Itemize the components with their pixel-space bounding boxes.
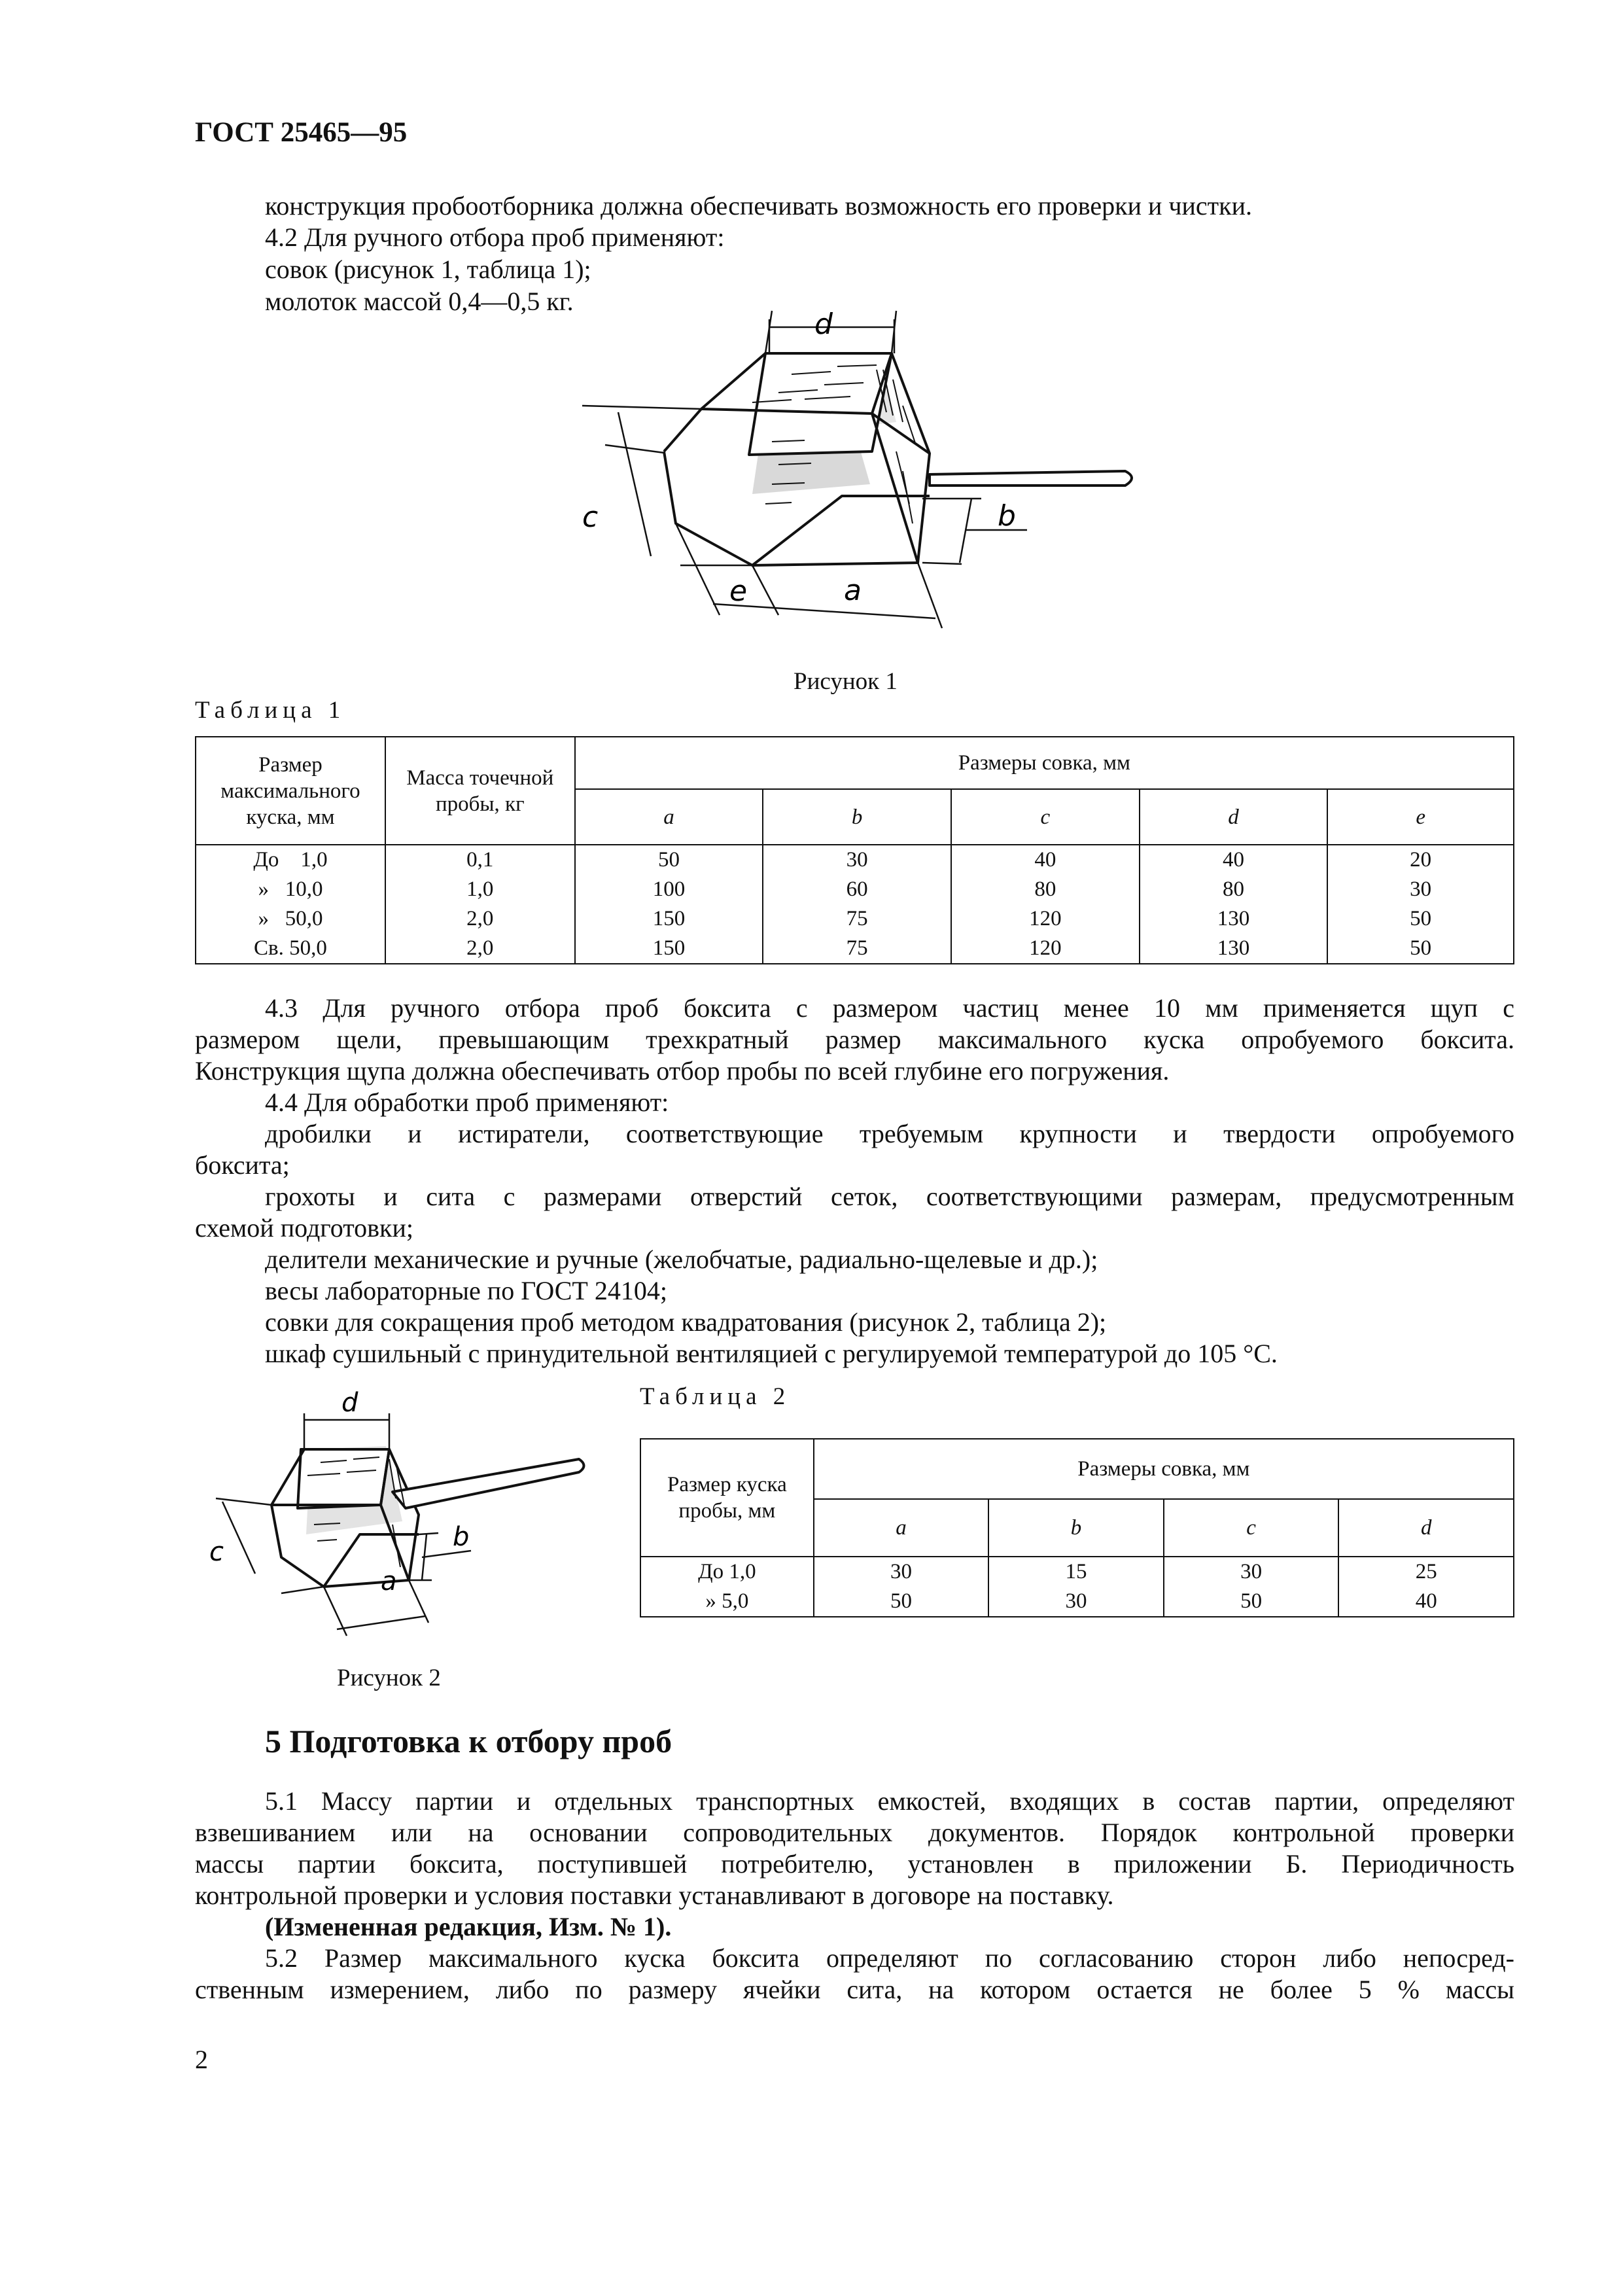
table-1-header-scoop-dims: Размеры совка, мм xyxy=(575,737,1514,789)
table-2-header-piece-size: Размер куска пробы, мм xyxy=(640,1439,814,1557)
text-line: Конструкция щупа должна обеспечивать отбор пробы по всей глубине его погружения. xyxy=(195,1056,1170,1086)
figure-2-caption: Рисунок 2 xyxy=(337,1665,441,1691)
table-1-subheader: e xyxy=(1327,789,1514,845)
fig1-label-c: c xyxy=(582,501,599,534)
table-1-header-mass: Масса точечной пробы, кг xyxy=(385,737,575,845)
table-2-title: Таблица 2 xyxy=(640,1383,791,1410)
table-cell: 120 xyxy=(951,934,1140,964)
table-cell: 15 xyxy=(988,1557,1164,1587)
table-cell: 25 xyxy=(1338,1557,1514,1587)
table-1 xyxy=(195,736,1514,964)
fig2-label-d: d xyxy=(341,1388,358,1418)
table-2-subheader: b xyxy=(988,1499,1164,1557)
text-line: совок (рисунок 1, таблица 1); xyxy=(265,255,591,284)
fig2-label-c: c xyxy=(209,1537,224,1567)
table-1-subheader: b xyxy=(763,789,951,845)
fig2-label-a: a xyxy=(381,1566,397,1597)
table-cell: 2,0 xyxy=(385,934,575,964)
table-cell: До 1,0 xyxy=(196,845,385,875)
text-line: схемой подготовки; xyxy=(195,1213,413,1243)
table-cell: 80 xyxy=(951,875,1140,904)
figure-2-scoop-drawing xyxy=(196,1377,602,1652)
table-cell: 40 xyxy=(1140,845,1328,875)
fig1-label-d: d xyxy=(814,308,833,341)
text-line: размером щели, превышающим трехкратный размер максимального куска опробуемого боксита. xyxy=(195,1025,1514,1054)
table-2 xyxy=(640,1438,1514,1617)
table-cell: 150 xyxy=(575,904,763,934)
table-cell: 80 xyxy=(1140,875,1328,904)
section-heading: 5 Подготовка к отбору проб xyxy=(265,1723,672,1759)
table-cell: 60 xyxy=(763,875,951,904)
text-line: шкаф сушильный с принудительной вентиляцией с регулируемой температурой до 105 °С. xyxy=(265,1339,1278,1368)
text-line: весы лабораторные по ГОСТ 24104; xyxy=(265,1276,667,1305)
table-cell: 30 xyxy=(988,1587,1164,1617)
text-line: 4.2 Для ручного отбора проб применяют: xyxy=(265,222,725,252)
fig1-label-b: b xyxy=(998,499,1016,533)
table-cell: » 5,0 xyxy=(640,1587,814,1617)
text-line: конструкция пробоотборника должна обеспечивать возможность его проверки и чистки. xyxy=(265,191,1253,221)
text-line: 5.2 Размер максимального куска боксита определяют по согласованию сторон либо непосред- xyxy=(265,1943,1514,1973)
text-line: боксита; xyxy=(195,1150,290,1180)
table-cell: 20 xyxy=(1327,845,1514,875)
table-cell: 1,0 xyxy=(385,875,575,904)
table-cell: 50 xyxy=(1164,1587,1339,1617)
text-line: массы партии боксита, поступившей потребителю, установлен в приложении Б. Периодичность xyxy=(195,1849,1514,1879)
text-line: контрольной проверки и условия поставки устанавливают в договоре на поставку. xyxy=(195,1881,1114,1910)
text-line: молоток массой 0,4—0,5 кг. xyxy=(265,287,574,316)
table-cell: 30 xyxy=(1327,875,1514,904)
table-2-header-scoop-dims: Размеры совка, мм xyxy=(814,1439,1514,1499)
table-row xyxy=(640,1557,1514,1587)
text-line: 4.3 Для ручного отбора проб боксита с размером частиц менее 10 мм применяется щуп с xyxy=(265,993,1514,1023)
table-cell: 30 xyxy=(1164,1557,1339,1587)
text-line: делители механические и ручные (желобчатые, радиально-щелевые и др.); xyxy=(265,1245,1098,1274)
table-cell: 120 xyxy=(951,904,1140,934)
table-cell: 75 xyxy=(763,934,951,964)
table-cell: 40 xyxy=(1338,1587,1514,1617)
table-1-subheader: c xyxy=(951,789,1140,845)
table-cell: 0,1 xyxy=(385,845,575,875)
table-row xyxy=(640,1587,1514,1617)
table-cell: 75 xyxy=(763,904,951,934)
table-cell: 130 xyxy=(1140,934,1328,964)
table-cell: До 1,0 xyxy=(640,1557,814,1587)
document-header: ГОСТ 25465—95 xyxy=(195,117,408,148)
table-cell: » 50,0 xyxy=(196,904,385,934)
fig1-label-e: e xyxy=(729,574,748,608)
text-line: ственным измерением, либо по размеру ячейки сита, на котором остается не более 5 % массы xyxy=(195,1975,1514,2004)
table-cell: 130 xyxy=(1140,904,1328,934)
table-cell: 100 xyxy=(575,875,763,904)
fig1-label-a: a xyxy=(844,574,862,607)
amendment-note: (Измененная редакция, Изм. № 1). xyxy=(265,1912,672,1941)
text-line: 4.4 Для обработки проб применяют: xyxy=(265,1087,669,1117)
table-cell: 2,0 xyxy=(385,904,575,934)
table-row xyxy=(196,934,1514,964)
page-number: 2 xyxy=(195,2045,208,2074)
table-row xyxy=(196,904,1514,934)
table-cell: 50 xyxy=(1327,934,1514,964)
table-cell: Св. 50,0 xyxy=(196,934,385,964)
table-cell: 50 xyxy=(814,1587,989,1617)
text-line: грохоты и сита с размерами отверстий сеток, соответствующими размерам, предусмотренным xyxy=(265,1182,1514,1211)
table-2-subheader: c xyxy=(1164,1499,1339,1557)
figure-1-caption: Рисунок 1 xyxy=(794,668,898,695)
text-line: дробилки и истиратели, соответствующие требуемым крупности и твердости опробуемого xyxy=(265,1119,1514,1148)
figure-1-scoop-drawing xyxy=(556,308,1178,648)
table-1-title: Таблица 1 xyxy=(195,697,346,724)
table-row xyxy=(196,875,1514,904)
table-1-subheader: d xyxy=(1140,789,1328,845)
table-cell: 50 xyxy=(575,845,763,875)
fig2-label-b: b xyxy=(453,1522,470,1552)
table-1-subheader: a xyxy=(575,789,763,845)
table-cell: 30 xyxy=(763,845,951,875)
table-cell: » 10,0 xyxy=(196,875,385,904)
text-line: взвешиванием или на основании сопроводительных документов. Порядок контрольной проверки xyxy=(195,1818,1514,1847)
table-cell: 40 xyxy=(951,845,1140,875)
text-line: совки для сокращения проб методом квадратования (рисунок 2, таблица 2); xyxy=(265,1307,1107,1337)
table-row xyxy=(196,845,1514,875)
table-cell: 50 xyxy=(1327,904,1514,934)
table-cell: 150 xyxy=(575,934,763,964)
table-2-subheader: a xyxy=(814,1499,989,1557)
table-cell: 30 xyxy=(814,1557,989,1587)
text-line: 5.1 Массу партии и отдельных транспортных емкостей, входящих в состав партии, определяют xyxy=(265,1786,1514,1816)
table-1-header-max-piece: Размер максимального куска, мм xyxy=(196,737,385,845)
table-2-subheader: d xyxy=(1338,1499,1514,1557)
